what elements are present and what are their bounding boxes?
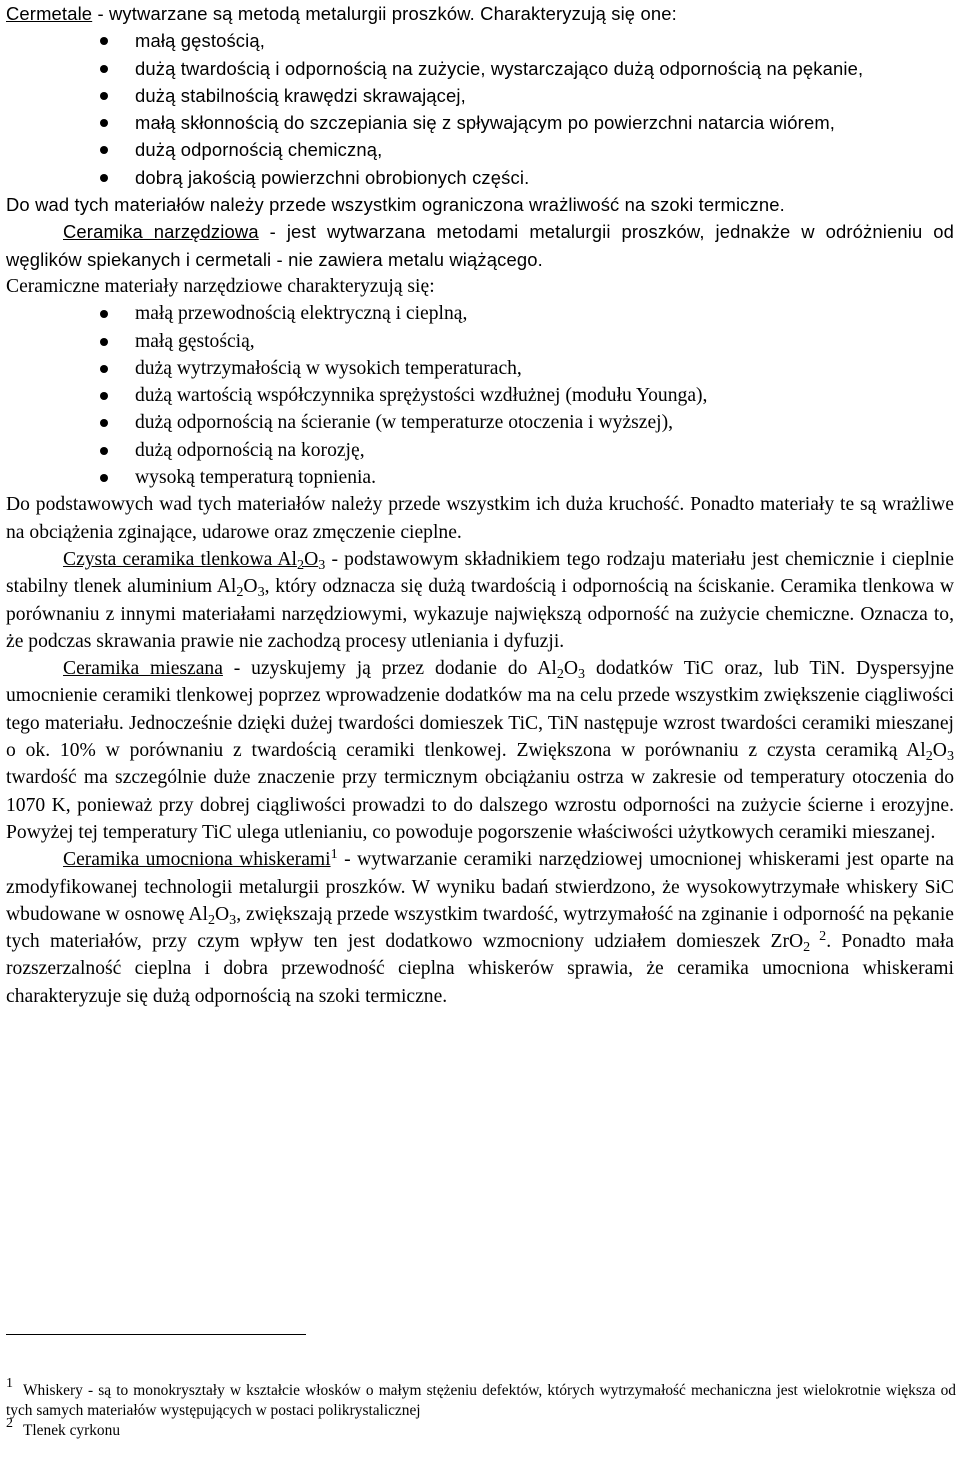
- cermetale-section: [6, 0, 954, 273]
- bullet-icon: [100, 37, 108, 45]
- cermetale-term: Cermetale: [6, 3, 93, 24]
- ceramika-mieszana-term: Ceramika mieszana: [63, 658, 223, 680]
- ceramika-narzedziowa-paragraph: Ceramika narzędziowa - jest wytwarzana metodami metalurgii proszków, jednakże w odróżnieniu od węglików spiekanych i cermetali - nie zawiera metalu wiążącego.: [6, 221, 954, 270]
- bullet-icon: [100, 419, 108, 427]
- bullet-icon: [100, 310, 108, 318]
- bullet-icon: [100, 119, 108, 127]
- bullet-icon: [100, 474, 108, 482]
- ceramika-narzedziowa-lead: Ceramiczne materiały narzędziowe charakteryzują się:: [6, 275, 435, 297]
- list-item: dużą wartością współczynnika sprężystości wzdłużnej (modułu Younga),: [6, 382, 954, 409]
- czysta-ceramika-term: Czysta ceramika tlenkowa $Al_2O_3$: [63, 548, 326, 573]
- list-item: dużą stabilnością krawędzi skrawającej,: [6, 82, 954, 109]
- bullet-icon: [100, 65, 108, 73]
- footnote-ref-1: 1: [330, 846, 338, 863]
- list-item: wysoką temperaturą topnienia.: [6, 464, 954, 491]
- bullet-icon: [100, 174, 108, 182]
- ceramika-narzedziowa-term: Ceramika narzędziowa: [63, 221, 259, 243]
- ceramika-narzedziowa-drawback: Do podstawowych wad tych materiałów należy przede wszystkim ich duża kruchość. Ponadto materiały te są wrażliwe na obciążenia zginające, udarowe oraz zmęczenie cieplne.: [6, 494, 954, 543]
- ceramika-umocniona-paragraph: Ceramika umocniona whiskerami$^1$ - wytwarzanie ceramiki narzędziowej umocnionej whiskerami jest oparte na zmodyfikowanej technologii metalurgii proszków. W wyniku badań stwierdzono, że wysokowytrzymałe whiskery SiC wbudowane w osnowę $Al_2O_3$, zwiększają przede wszystkim twardość, wytrzymałość na zginanie i odporność na pękanie tych materiałów, przy czym wpływ ten jest dodatkowo wzmocniony udziałem domieszek ZrO$_2$ $^2$. Ponadto mała rozszerzalność cieplna i dobra przewodność cieplna whiskerów sprawia, że ceramika umocniona whiskerami charakteryzuje się dużą odpornością na szoki termiczne.: [6, 846, 955, 1007]
- czysta-ceramika-paragraph: Czysta ceramika tlenkowa $Al_2O_3$ - podstawowym składnikiem tego rodzaju materiału jest chemicznie i cieplnie stabilny tlenek aluminium $Al_2O_3$, który odznacza się dużą twardością i odpornością na ściskanie. Ceramika tlenkowa w porównaniu z innymi materiałami narzędziowymi, wykazuje największą odporność na zużycie chemiczne. Oznacza to, że podczas skrawania prawie nie zachodzą procesy utleniania i dyfuzji.: [6, 548, 955, 652]
- bullet-icon: [100, 365, 108, 373]
- footnote-ref-2: 2: [810, 928, 827, 945]
- footnotes: [6, 1376, 956, 1441]
- ceramika-properties-list: [6, 300, 954, 491]
- list-item: małą gęstością,: [6, 328, 954, 355]
- cermetale-drawback: Do wad tych materiałów należy przede wszystkim ograniczona wrażliwość na szoki termiczne.: [6, 194, 785, 216]
- list-item: dobrą jakością powierzchni obrobionych części.: [6, 164, 954, 191]
- cermetale-properties-list: [6, 27, 954, 191]
- list-item: dużą odpornością na korozję,: [6, 437, 954, 464]
- list-item: dużą odpornością chemiczną,: [6, 136, 954, 163]
- list-item: dużą odpornością na ścieranie (w temperaturze otoczenia i wyższej),: [6, 409, 954, 436]
- footnote-separator: [6, 1334, 306, 1335]
- bullet-icon: [100, 447, 108, 455]
- footnote-1: 1 Whiskery - są to monokryształy w kształcie włosków o małym stężeniu defektów, których wytrzymałość mechaniczna jest wielokrotnie większa od tych samych materiałów występujących w postaci polikrystalicznej: [6, 1376, 956, 1419]
- list-item: dużą twardością i odpornością na zużycie, wystarczająco dużą odpornością na pękanie,: [6, 55, 954, 82]
- footnote-2: 2 Tlenek cyrkonu: [6, 1416, 121, 1439]
- list-item: dużą wytrzymałością w wysokich temperaturach,: [6, 355, 954, 382]
- list-item: małą skłonnością do szczepiania się z spływającym po powierzchni natarcia wiórem,: [6, 109, 954, 136]
- bullet-icon: [100, 146, 108, 154]
- bullet-icon: [100, 338, 108, 346]
- bullet-icon: [100, 392, 108, 400]
- ceramika-umocniona-term: Ceramika umocniona whiskerami: [63, 849, 331, 871]
- bullet-icon: [100, 92, 108, 100]
- list-item: małą przewodnością elektryczną i cieplną,: [6, 300, 954, 327]
- ceramika-mieszana-paragraph: Ceramika mieszana - uzyskujemy ją przez dodanie do $Al_2O_3$ dodatków TiC oraz, lub TiN. Dyspersyjne umocnienie ceramiki tlenkowej poprzez wprowadzenie dodatków ma na celu przede wszystkim zwiększenie ciągliwości tego materiału. Jednocześnie dzięki dużej twardości domieszek TiC, TiN następuje wzrost twardości ceramiki mieszanej o ok. 10% w porównaniu z twardością ceramiki tlenkowej. Zwiększona w porównaniu z czysta ceramiką $Al_2O_3$ twardość ma szczególnie duże znaczenie przy termicznym obciążaniu ostrza w zakresie od temperatury otoczenia do 1070 K, ponieważ przy dobrej ciągliwości prowadzi to do dalszego wzrostu odporności na zużycie ścierne i erozyjne. Powyżej tej temperatury TiC ulega utlenianiu, co powoduje pogorszenie właściwości użytkowych ceramiki mieszanej.: [6, 658, 954, 843]
- cermetale-intro: Cermetale - wytwarzane są metodą metalurgii proszków. Charakteryzują się one:: [6, 3, 677, 24]
- document-body: [6, 0, 954, 1010]
- list-item: małą gęstością,: [6, 27, 954, 54]
